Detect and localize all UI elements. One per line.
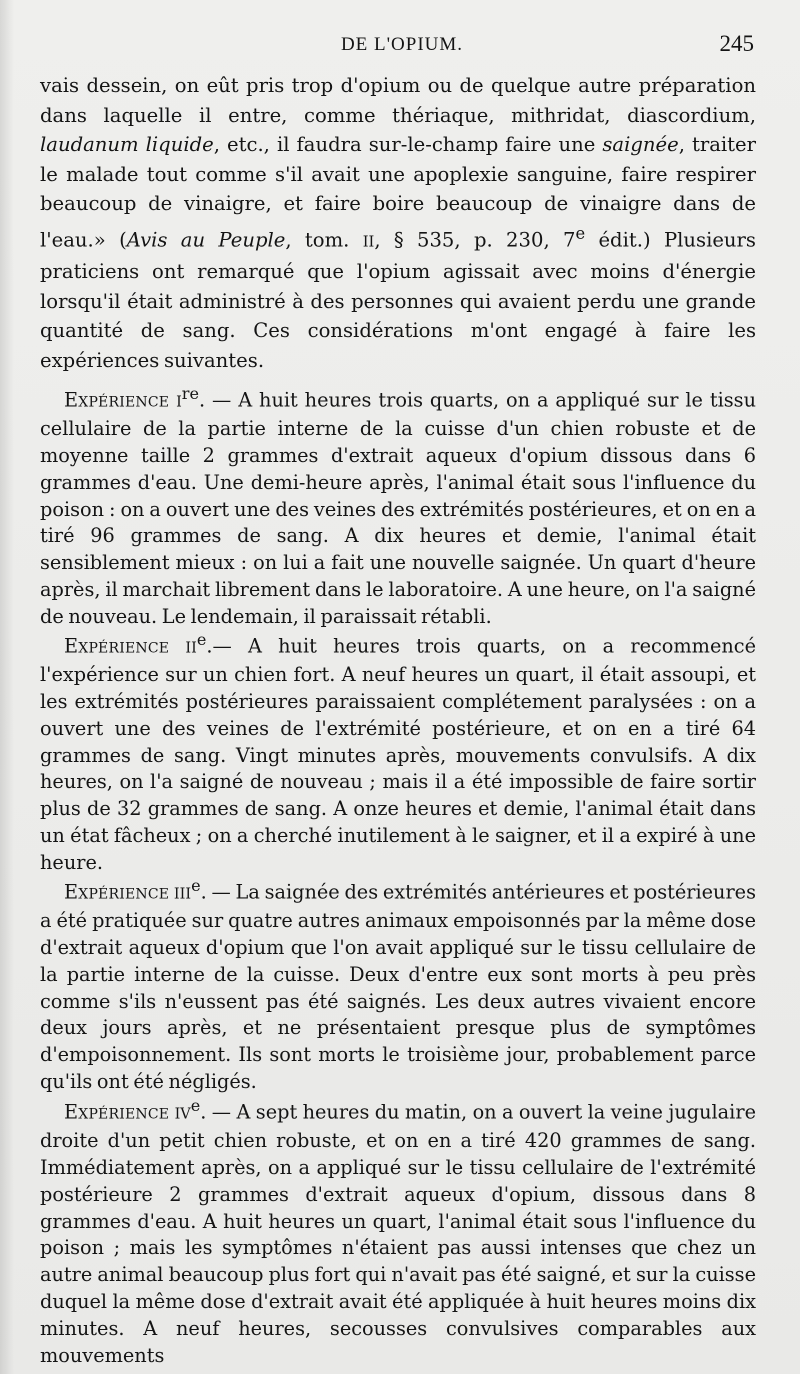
experience-3-numeral: III [173, 886, 192, 903]
experience-4-numeral: IV [174, 1106, 191, 1123]
experience-4-text [40, 1093, 756, 1369]
intro-text-part-2: , etc., il faudra sur-le-champ faire une [213, 133, 603, 157]
experience-1-text [40, 381, 756, 631]
experience-2-text [40, 627, 756, 877]
experience-1-superscript: re [181, 384, 199, 403]
intro-italic-laudanum: laudanum liquide [40, 133, 214, 157]
running-head [40, 0, 764, 56]
intro-tome-numeral: II [362, 233, 375, 251]
intro-text-part-3: , traiter le malade tout comme s'il avait une apoplexie sanguine, faire respirer beaucoup de vinaigre, et faire boire beaucoup de vinaigre dans de l'eau.» ( [40, 133, 756, 252]
intro-edition-superscript: e [575, 223, 586, 243]
experience-1-numeral: I [176, 394, 182, 411]
experience-4-superscript: e [190, 1096, 201, 1115]
experience-4-body: . — A sept heures du matin, on a ouvert la veine jugulaire droite d'un petit chien robuste, et on en a tiré 420 grammes de sang. Immédiatement après, on a appliqué sur le tissu cellulaire de l'extrémité postérieure 2 grammes d'extrait aqueux d'opium, dissous dans 8 grammes d'eau. A huit heures un quart, l'animal était sous l'influence du poison ; mais les symptômes n'étaient pas aussi intenses que chez un autre animal beaucoup plus fort qui n'avait pas été saigné, et sur la cuisse duquel la même dose d'extrait avait été appliquée à huit heures moins dix minutes. A neuf heures, secousses convulsives comparables aux mouvements [40, 1100, 756, 1367]
experience-3 [40, 873, 756, 1096]
experience-2 [40, 627, 756, 877]
experience-3-text [40, 873, 756, 1096]
experience-3-superscript: e [191, 876, 201, 895]
intro-text-part-4: , tom. [285, 228, 363, 252]
experience-4 [40, 1093, 756, 1369]
experience-2-body: .— A huit heures trois quarts, on a recommencé l'expérience sur un chien fort. A neuf heures un quart, il était assoupi, et les extrémités postérieures paraissaient complétement paralysées : on a ouvert une des veines de l'extrémité postérieure, et on en a tiré 64 grammes de sang. Vingt minutes après, mouvements convulsifs. A dix heures, on l'a saigné de nouveau ; mais il a été impossible de faire sortir plus de 32 grammes de sang. A onze heures et demie, l'animal était dans un état fâcheux ; on a cherché inutilement à le saigner, et il a expiré à une heure. [40, 634, 756, 874]
experience-3-body: . — La saignée des extrémités antérieures et postérieures a été pratiquée sur quatre autres animaux empoisonnés par la même dose d'extrait aqueux d'opium que l'on avait appliqué sur le tissu cellulaire de la partie interne de la cuisse. Deux d'entre eux sont morts à peu près comme s'ils n'eussent pas été saignés. Les deux autres vivaient encore deux jours après, et ne présentaient presque plus de symptômes d'empoisonnement. Ils sont morts le troisième jour, probablement parce qu'ils ont été négligés. [40, 880, 756, 1093]
experience-2-numeral: II [185, 640, 197, 657]
intro-text-part-1: vais dessein, on eût pris trop d'opium ou de quelque autre préparation dans laquelle il entre, comme thériaque, mithridat, diascordium, [40, 74, 756, 127]
experience-2-label: Expérience [64, 634, 170, 658]
intro-italic-avis: Avis au Peuple [126, 228, 286, 252]
page-number: 245 [719, 31, 754, 56]
intro-paragraph [40, 71, 756, 375]
intro-italic-saignee: saignée [602, 133, 679, 157]
experience-2-superscript: e [196, 630, 207, 649]
experience-3-label: Expérience [64, 880, 170, 904]
experience-1-label: Expérience [64, 388, 170, 412]
intro-text [40, 71, 756, 375]
experience-1-body: . — A huit heures trois quarts, on a appliqué sur le tissu cellulaire de la partie interne de la cuisse d'un chien robuste et de moyenne taille 2 grammes d'extrait aqueux d'opium dissous dans 6 grammes d'eau. Une demi-heure après, l'animal était sous l'influence du poison : on a ouvert une des veines des extrémités postérieures, et on en a tiré 96 grammes de sang. A dix heures et demie, l'animal était sensiblement mieux : on lui a fait une nouvelle saignée. Un quart d'heure après, il marchait librement dans le laboratoire. A une heure, on l'a saigné de nouveau. Le lendemain, il paraissait rétabli. [40, 388, 756, 628]
intro-text-part-6: édit.) Plusieurs praticiens ont remarqué que l'opium agissait avec moins d'énergie lorsqu'il était administré à des personnes qui avaient perdu une grande quantité de sang. Ces considérations m'ont engagé à faire les expériences suivantes. [40, 228, 756, 372]
intro-text-part-5: , § 535, p. 230, 7 [374, 228, 576, 252]
experience-1 [40, 381, 756, 631]
running-title: DE L'OPIUM. [340, 34, 464, 55]
experience-4-label: Expérience [64, 1100, 170, 1124]
